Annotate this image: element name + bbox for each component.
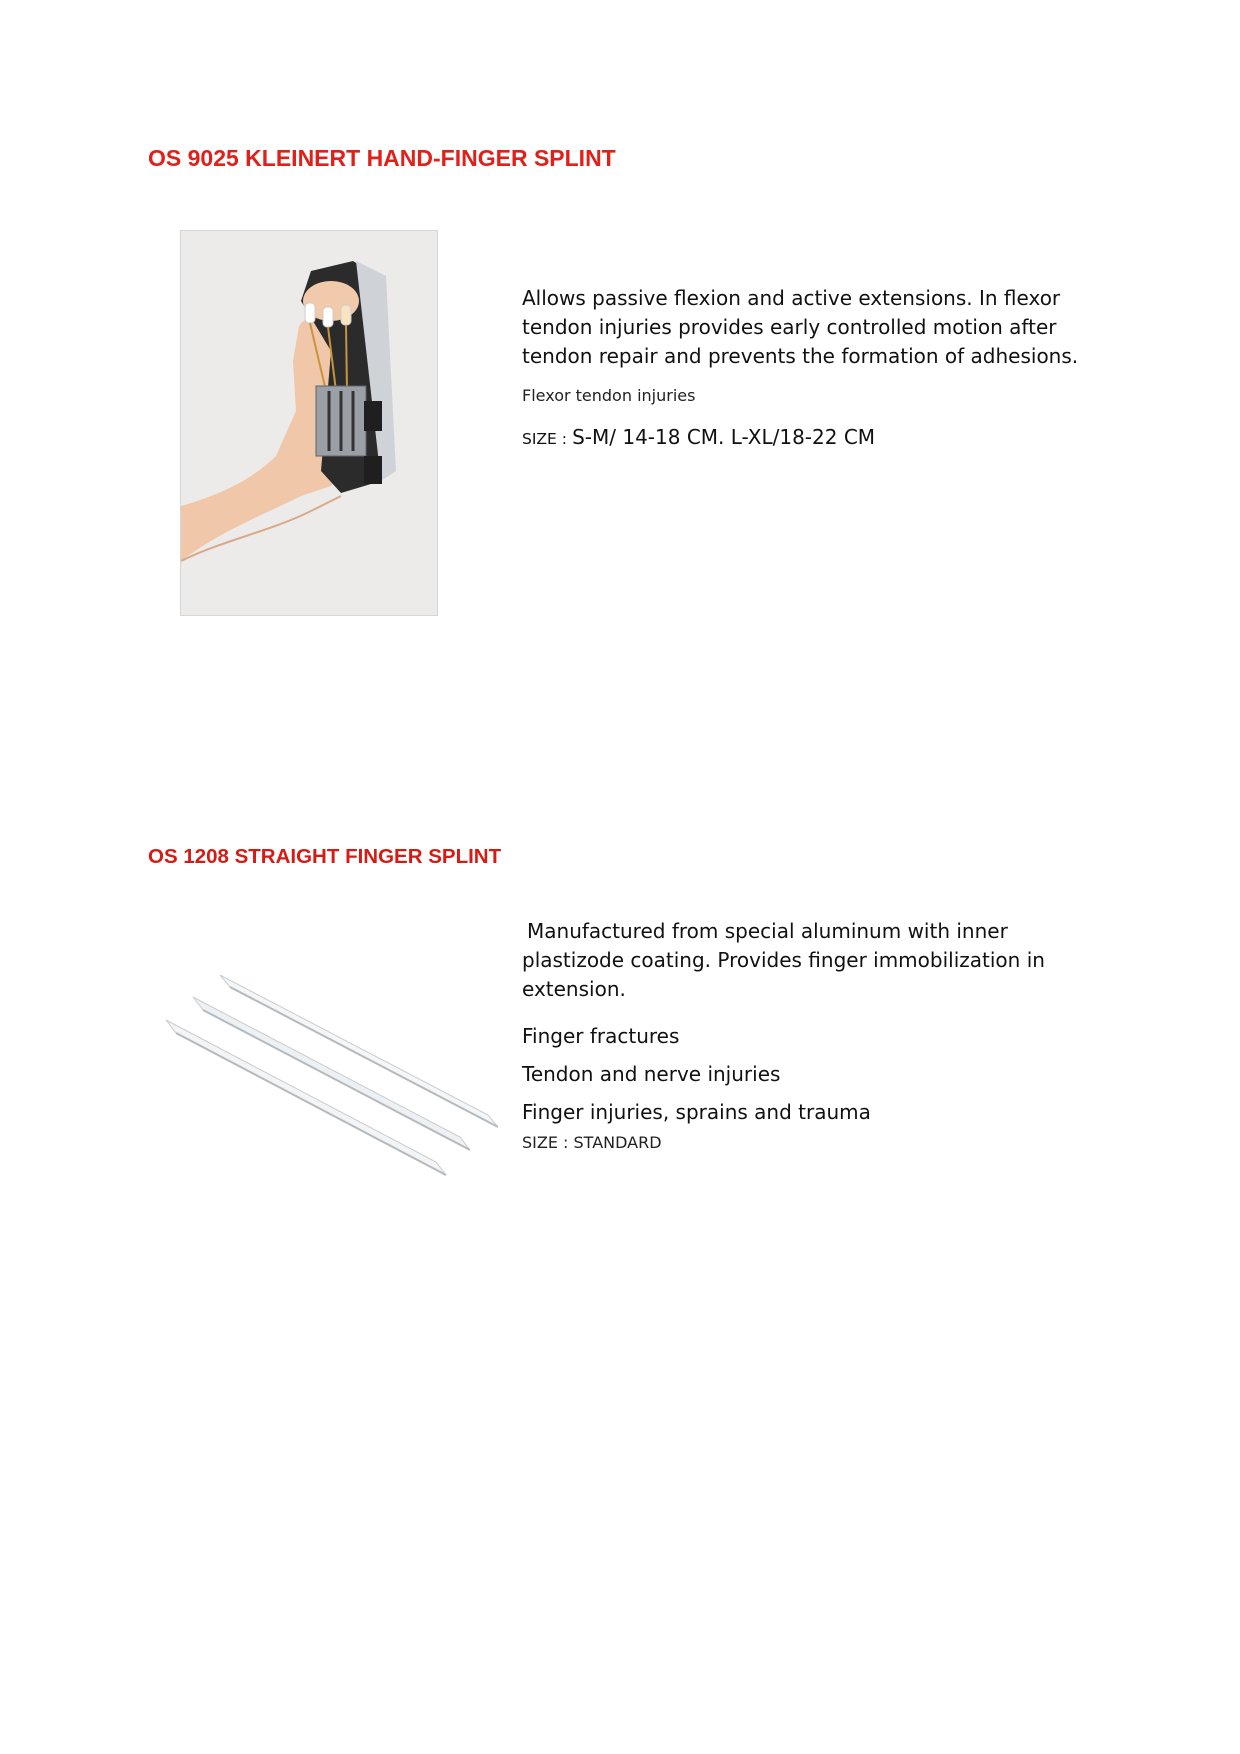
kleinert-splint-photo <box>180 230 438 616</box>
list-item: Finger fractures <box>522 1024 680 1048</box>
list-item: Finger injuries, sprains and trauma <box>522 1100 871 1124</box>
kleinert-size <box>522 425 1082 449</box>
size-label: SIZE : <box>522 430 567 448</box>
kleinert-details <box>522 284 1082 465</box>
straight-size <box>522 1132 1082 1154</box>
straight-indications-list <box>522 1022 1082 1127</box>
size-value: S-M/ 14-18 CM. L-XL/18-22 CM <box>572 425 876 449</box>
size-label: SIZE : <box>522 1133 569 1152</box>
kleinert-description: Allows passive flexion and active extensions. In flexor tendon injuries provides early controlled motion after tendon repair and prevents the formation of adhesions. <box>522 286 1079 368</box>
product-title-kleinert: OS 9025 KLEINERT HAND-FINGER SPLINT <box>148 145 616 171</box>
straight-splint-photo <box>158 975 498 1200</box>
straight-details <box>522 917 1082 1154</box>
product-title-straight: OS 1208 STRAIGHT FINGER SPLINT <box>148 845 502 868</box>
size-value: STANDARD <box>573 1133 662 1152</box>
straight-description: Manufactured from special aluminum with inner plastizode coating. Provides finger immobilization in extension. <box>522 919 1045 1001</box>
kleinert-indication: Flexor tendon injuries <box>522 386 696 405</box>
list-item: Tendon and nerve injuries <box>522 1062 781 1086</box>
